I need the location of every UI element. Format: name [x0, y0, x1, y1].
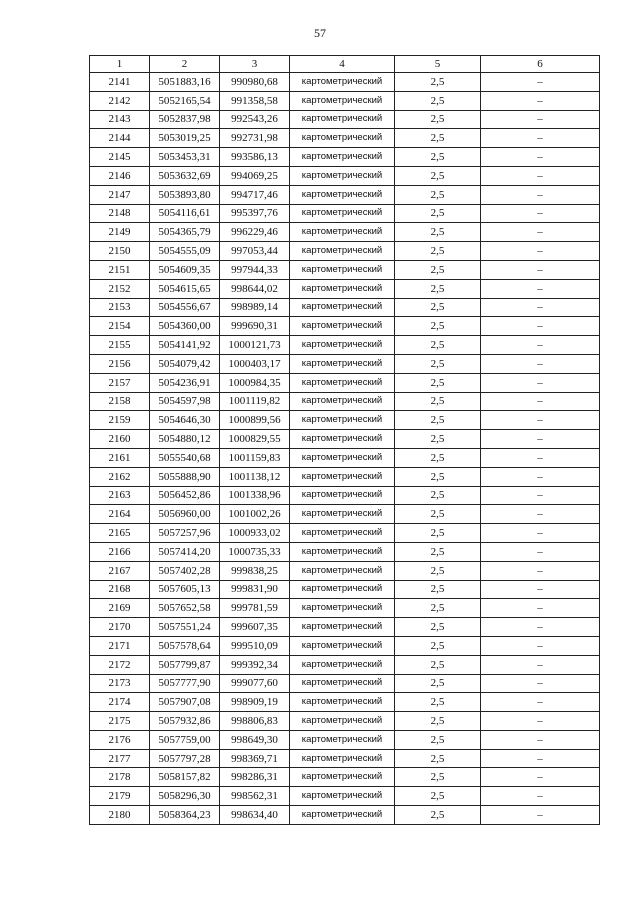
x-coordinate-cell: 5054609,35 — [150, 260, 220, 279]
note-cell: – — [481, 448, 600, 467]
accuracy-cell: 2,5 — [395, 185, 481, 204]
table-row — [90, 730, 600, 749]
point-number-cell: 2148 — [90, 204, 150, 223]
method-cell: картометрический — [290, 712, 395, 731]
accuracy-cell: 2,5 — [395, 242, 481, 261]
table-row — [90, 373, 600, 392]
point-number-cell: 2155 — [90, 336, 150, 355]
note-cell: – — [481, 411, 600, 430]
method-cell: картометрический — [290, 561, 395, 580]
table-row — [90, 91, 600, 110]
x-coordinate-cell: 5058296,30 — [150, 787, 220, 806]
point-number-cell: 2166 — [90, 542, 150, 561]
y-coordinate-cell: 990980,68 — [220, 73, 290, 92]
method-cell: картометрический — [290, 298, 395, 317]
y-coordinate-cell: 998634,40 — [220, 806, 290, 825]
method-cell: картометрический — [290, 279, 395, 298]
method-cell: картометрический — [290, 787, 395, 806]
table-row — [90, 712, 600, 731]
method-cell: картометрический — [290, 542, 395, 561]
note-cell: – — [481, 354, 600, 373]
point-number-cell: 2170 — [90, 618, 150, 637]
x-coordinate-cell: 5057759,00 — [150, 730, 220, 749]
column-header: 2 — [150, 56, 220, 73]
y-coordinate-cell: 1000829,55 — [220, 430, 290, 449]
table-row — [90, 354, 600, 373]
method-cell: картометрический — [290, 392, 395, 411]
x-coordinate-cell: 5055540,68 — [150, 448, 220, 467]
point-number-cell: 2159 — [90, 411, 150, 430]
method-cell: картометрический — [290, 636, 395, 655]
column-header: 6 — [481, 56, 600, 73]
note-cell: – — [481, 636, 600, 655]
table-row — [90, 693, 600, 712]
point-number-cell: 2141 — [90, 73, 150, 92]
y-coordinate-cell: 999831,90 — [220, 580, 290, 599]
method-cell: картометрический — [290, 166, 395, 185]
column-header: 5 — [395, 56, 481, 73]
accuracy-cell: 2,5 — [395, 693, 481, 712]
table-row — [90, 505, 600, 524]
point-number-cell: 2167 — [90, 561, 150, 580]
y-coordinate-cell: 1001138,12 — [220, 467, 290, 486]
accuracy-cell: 2,5 — [395, 486, 481, 505]
note-cell: – — [481, 430, 600, 449]
table-row — [90, 260, 600, 279]
method-cell: картометрический — [290, 242, 395, 261]
accuracy-cell: 2,5 — [395, 618, 481, 637]
y-coordinate-cell: 999781,59 — [220, 599, 290, 618]
table-row — [90, 129, 600, 148]
point-number-cell: 2156 — [90, 354, 150, 373]
x-coordinate-cell: 5057932,86 — [150, 712, 220, 731]
y-coordinate-cell: 998806,83 — [220, 712, 290, 731]
accuracy-cell: 2,5 — [395, 768, 481, 787]
accuracy-cell: 2,5 — [395, 712, 481, 731]
table-row — [90, 467, 600, 486]
method-cell: картометрический — [290, 185, 395, 204]
table-body — [90, 73, 600, 825]
accuracy-cell: 2,5 — [395, 166, 481, 185]
x-coordinate-cell: 5057777,90 — [150, 674, 220, 693]
x-coordinate-cell: 5053893,80 — [150, 185, 220, 204]
point-number-cell: 2143 — [90, 110, 150, 129]
point-number-cell: 2169 — [90, 599, 150, 618]
x-coordinate-cell: 5057414,20 — [150, 542, 220, 561]
column-header: 1 — [90, 56, 150, 73]
method-cell: картометрический — [290, 129, 395, 148]
y-coordinate-cell: 998909,19 — [220, 693, 290, 712]
accuracy-cell: 2,5 — [395, 730, 481, 749]
point-number-cell: 2161 — [90, 448, 150, 467]
note-cell: – — [481, 166, 600, 185]
table-row — [90, 542, 600, 561]
y-coordinate-cell: 1000899,56 — [220, 411, 290, 430]
point-number-cell: 2174 — [90, 693, 150, 712]
table-row — [90, 524, 600, 543]
table-row — [90, 768, 600, 787]
method-cell: картометрический — [290, 110, 395, 129]
accuracy-cell: 2,5 — [395, 336, 481, 355]
point-number-cell: 2162 — [90, 467, 150, 486]
x-coordinate-cell: 5058157,82 — [150, 768, 220, 787]
point-number-cell: 2172 — [90, 655, 150, 674]
accuracy-cell: 2,5 — [395, 542, 481, 561]
point-number-cell: 2176 — [90, 730, 150, 749]
table-row — [90, 787, 600, 806]
point-number-cell: 2179 — [90, 787, 150, 806]
x-coordinate-cell: 5057605,13 — [150, 580, 220, 599]
point-number-cell: 2157 — [90, 373, 150, 392]
accuracy-cell: 2,5 — [395, 279, 481, 298]
x-coordinate-cell: 5057578,64 — [150, 636, 220, 655]
accuracy-cell: 2,5 — [395, 298, 481, 317]
note-cell: – — [481, 110, 600, 129]
note-cell: – — [481, 467, 600, 486]
y-coordinate-cell: 1001159,83 — [220, 448, 290, 467]
note-cell: – — [481, 242, 600, 261]
y-coordinate-cell: 993586,13 — [220, 148, 290, 167]
method-cell: картометрический — [290, 204, 395, 223]
note-cell: – — [481, 129, 600, 148]
note-cell: – — [481, 693, 600, 712]
method-cell: картометрический — [290, 655, 395, 674]
note-cell: – — [481, 787, 600, 806]
x-coordinate-cell: 5054079,42 — [150, 354, 220, 373]
y-coordinate-cell: 1000403,17 — [220, 354, 290, 373]
y-coordinate-cell: 994069,25 — [220, 166, 290, 185]
point-number-cell: 2165 — [90, 524, 150, 543]
x-coordinate-cell: 5054360,00 — [150, 317, 220, 336]
accuracy-cell: 2,5 — [395, 223, 481, 242]
table-row — [90, 674, 600, 693]
method-cell: картометрический — [290, 73, 395, 92]
table-row — [90, 204, 600, 223]
point-number-cell: 2147 — [90, 185, 150, 204]
y-coordinate-cell: 991358,58 — [220, 91, 290, 110]
method-cell: картометрический — [290, 336, 395, 355]
y-coordinate-cell: 998286,31 — [220, 768, 290, 787]
point-number-cell: 2171 — [90, 636, 150, 655]
accuracy-cell: 2,5 — [395, 260, 481, 279]
x-coordinate-cell: 5057799,87 — [150, 655, 220, 674]
y-coordinate-cell: 999077,60 — [220, 674, 290, 693]
accuracy-cell: 2,5 — [395, 354, 481, 373]
note-cell: – — [481, 373, 600, 392]
table-row — [90, 430, 600, 449]
x-coordinate-cell: 5053019,25 — [150, 129, 220, 148]
method-cell: картометрический — [290, 430, 395, 449]
point-number-cell: 2177 — [90, 749, 150, 768]
note-cell: – — [481, 580, 600, 599]
point-number-cell: 2153 — [90, 298, 150, 317]
method-cell: картометрический — [290, 317, 395, 336]
method-cell: картометрический — [290, 806, 395, 825]
y-coordinate-cell: 997944,33 — [220, 260, 290, 279]
x-coordinate-cell: 5054556,67 — [150, 298, 220, 317]
method-cell: картометрический — [290, 524, 395, 543]
note-cell: – — [481, 768, 600, 787]
point-number-cell: 2173 — [90, 674, 150, 693]
x-coordinate-cell: 5056960,00 — [150, 505, 220, 524]
note-cell: – — [481, 204, 600, 223]
accuracy-cell: 2,5 — [395, 317, 481, 336]
method-cell: картометрический — [290, 693, 395, 712]
point-number-cell: 2154 — [90, 317, 150, 336]
note-cell: – — [481, 317, 600, 336]
note-cell: – — [481, 392, 600, 411]
x-coordinate-cell: 5054880,12 — [150, 430, 220, 449]
x-coordinate-cell: 5054365,79 — [150, 223, 220, 242]
note-cell: – — [481, 749, 600, 768]
accuracy-cell: 2,5 — [395, 561, 481, 580]
note-cell: – — [481, 279, 600, 298]
point-number-cell: 2144 — [90, 129, 150, 148]
page-number: 57 — [314, 26, 326, 40]
y-coordinate-cell: 994717,46 — [220, 185, 290, 204]
method-cell: картометрический — [290, 467, 395, 486]
note-cell: – — [481, 336, 600, 355]
accuracy-cell: 2,5 — [395, 430, 481, 449]
x-coordinate-cell: 5054646,30 — [150, 411, 220, 430]
y-coordinate-cell: 998649,30 — [220, 730, 290, 749]
x-coordinate-cell: 5053453,31 — [150, 148, 220, 167]
method-cell: картометрический — [290, 674, 395, 693]
point-number-cell: 2163 — [90, 486, 150, 505]
column-header: 3 — [220, 56, 290, 73]
point-number-cell: 2150 — [90, 242, 150, 261]
note-cell: – — [481, 712, 600, 731]
accuracy-cell: 2,5 — [395, 448, 481, 467]
x-coordinate-cell: 5054141,92 — [150, 336, 220, 355]
x-coordinate-cell: 5057551,24 — [150, 618, 220, 637]
note-cell: – — [481, 223, 600, 242]
point-number-cell: 2164 — [90, 505, 150, 524]
table-row — [90, 336, 600, 355]
note-cell: – — [481, 618, 600, 637]
method-cell: картометрический — [290, 223, 395, 242]
x-coordinate-cell: 5053632,69 — [150, 166, 220, 185]
accuracy-cell: 2,5 — [395, 129, 481, 148]
point-number-cell: 2142 — [90, 91, 150, 110]
accuracy-cell: 2,5 — [395, 204, 481, 223]
note-cell: – — [481, 260, 600, 279]
accuracy-cell: 2,5 — [395, 411, 481, 430]
y-coordinate-cell: 999838,25 — [220, 561, 290, 580]
x-coordinate-cell: 5058364,23 — [150, 806, 220, 825]
accuracy-cell: 2,5 — [395, 674, 481, 693]
table-row — [90, 279, 600, 298]
x-coordinate-cell: 5054116,61 — [150, 204, 220, 223]
y-coordinate-cell: 1000121,73 — [220, 336, 290, 355]
table-row — [90, 561, 600, 580]
y-coordinate-cell: 997053,44 — [220, 242, 290, 261]
point-number-cell: 2146 — [90, 166, 150, 185]
note-cell: – — [481, 524, 600, 543]
y-coordinate-cell: 1000933,02 — [220, 524, 290, 543]
accuracy-cell: 2,5 — [395, 110, 481, 129]
table-row — [90, 148, 600, 167]
note-cell: – — [481, 730, 600, 749]
table-row — [90, 655, 600, 674]
point-number-cell: 2160 — [90, 430, 150, 449]
x-coordinate-cell: 5057257,96 — [150, 524, 220, 543]
note-cell: – — [481, 486, 600, 505]
y-coordinate-cell: 998562,31 — [220, 787, 290, 806]
x-coordinate-cell: 5056452,86 — [150, 486, 220, 505]
point-number-cell: 2168 — [90, 580, 150, 599]
point-number-cell: 2145 — [90, 148, 150, 167]
table-row — [90, 636, 600, 655]
x-coordinate-cell: 5057402,28 — [150, 561, 220, 580]
accuracy-cell: 2,5 — [395, 392, 481, 411]
method-cell: картометрический — [290, 486, 395, 505]
table-row — [90, 618, 600, 637]
method-cell: картометрический — [290, 580, 395, 599]
y-coordinate-cell: 996229,46 — [220, 223, 290, 242]
note-cell: – — [481, 505, 600, 524]
method-cell: картометрический — [290, 354, 395, 373]
method-cell: картометрический — [290, 373, 395, 392]
table-row — [90, 166, 600, 185]
y-coordinate-cell: 1000984,35 — [220, 373, 290, 392]
coordinates-table — [89, 55, 600, 825]
table-row — [90, 749, 600, 768]
accuracy-cell: 2,5 — [395, 806, 481, 825]
note-cell: – — [481, 561, 600, 580]
y-coordinate-cell: 1001119,82 — [220, 392, 290, 411]
point-number-cell: 2149 — [90, 223, 150, 242]
accuracy-cell: 2,5 — [395, 524, 481, 543]
note-cell: – — [481, 91, 600, 110]
table-row — [90, 580, 600, 599]
y-coordinate-cell: 999607,35 — [220, 618, 290, 637]
method-cell: картометрический — [290, 768, 395, 787]
accuracy-cell: 2,5 — [395, 467, 481, 486]
x-coordinate-cell: 5057797,28 — [150, 749, 220, 768]
table-row — [90, 448, 600, 467]
table-row — [90, 317, 600, 336]
accuracy-cell: 2,5 — [395, 373, 481, 392]
accuracy-cell: 2,5 — [395, 599, 481, 618]
point-number-cell: 2175 — [90, 712, 150, 731]
method-cell: картометрический — [290, 411, 395, 430]
table-row — [90, 392, 600, 411]
y-coordinate-cell: 992543,26 — [220, 110, 290, 129]
x-coordinate-cell: 5054615,65 — [150, 279, 220, 298]
y-coordinate-cell: 992731,98 — [220, 129, 290, 148]
y-coordinate-cell: 999510,09 — [220, 636, 290, 655]
accuracy-cell: 2,5 — [395, 655, 481, 674]
table-row — [90, 242, 600, 261]
y-coordinate-cell: 999690,31 — [220, 317, 290, 336]
note-cell: – — [481, 298, 600, 317]
y-coordinate-cell: 998644,02 — [220, 279, 290, 298]
method-cell: картометрический — [290, 618, 395, 637]
table-row — [90, 806, 600, 825]
point-number-cell: 2158 — [90, 392, 150, 411]
y-coordinate-cell: 1001002,26 — [220, 505, 290, 524]
method-cell: картометрический — [290, 749, 395, 768]
x-coordinate-cell: 5052165,54 — [150, 91, 220, 110]
note-cell: – — [481, 542, 600, 561]
method-cell: картометрический — [290, 505, 395, 524]
note-cell: – — [481, 73, 600, 92]
y-coordinate-cell: 1000735,33 — [220, 542, 290, 561]
accuracy-cell: 2,5 — [395, 505, 481, 524]
note-cell: – — [481, 148, 600, 167]
header-row — [90, 56, 600, 73]
x-coordinate-cell: 5054597,98 — [150, 392, 220, 411]
x-coordinate-cell: 5051883,16 — [150, 73, 220, 92]
method-cell: картометрический — [290, 260, 395, 279]
method-cell: картометрический — [290, 599, 395, 618]
table-row — [90, 185, 600, 204]
column-header: 4 — [290, 56, 395, 73]
y-coordinate-cell: 998369,71 — [220, 749, 290, 768]
method-cell: картометрический — [290, 91, 395, 110]
table-row — [90, 599, 600, 618]
accuracy-cell: 2,5 — [395, 787, 481, 806]
method-cell: картометрический — [290, 448, 395, 467]
x-coordinate-cell: 5054236,91 — [150, 373, 220, 392]
x-coordinate-cell: 5057652,58 — [150, 599, 220, 618]
y-coordinate-cell: 1001338,96 — [220, 486, 290, 505]
point-number-cell: 2151 — [90, 260, 150, 279]
x-coordinate-cell: 5054555,09 — [150, 242, 220, 261]
note-cell: – — [481, 806, 600, 825]
x-coordinate-cell: 5057907,08 — [150, 693, 220, 712]
note-cell: – — [481, 655, 600, 674]
accuracy-cell: 2,5 — [395, 749, 481, 768]
x-coordinate-cell: 5052837,98 — [150, 110, 220, 129]
table-row — [90, 73, 600, 92]
point-number-cell: 2178 — [90, 768, 150, 787]
method-cell: картометрический — [290, 148, 395, 167]
y-coordinate-cell: 998989,14 — [220, 298, 290, 317]
note-cell: – — [481, 674, 600, 693]
y-coordinate-cell: 999392,34 — [220, 655, 290, 674]
accuracy-cell: 2,5 — [395, 73, 481, 92]
table-row — [90, 411, 600, 430]
point-number-cell: 2180 — [90, 806, 150, 825]
note-cell: – — [481, 185, 600, 204]
accuracy-cell: 2,5 — [395, 148, 481, 167]
table-row — [90, 486, 600, 505]
point-number-cell: 2152 — [90, 279, 150, 298]
method-cell: картометрический — [290, 730, 395, 749]
x-coordinate-cell: 5055888,90 — [150, 467, 220, 486]
table-row — [90, 223, 600, 242]
table-row — [90, 298, 600, 317]
accuracy-cell: 2,5 — [395, 636, 481, 655]
accuracy-cell: 2,5 — [395, 91, 481, 110]
y-coordinate-cell: 995397,76 — [220, 204, 290, 223]
table-row — [90, 110, 600, 129]
accuracy-cell: 2,5 — [395, 580, 481, 599]
note-cell: – — [481, 599, 600, 618]
